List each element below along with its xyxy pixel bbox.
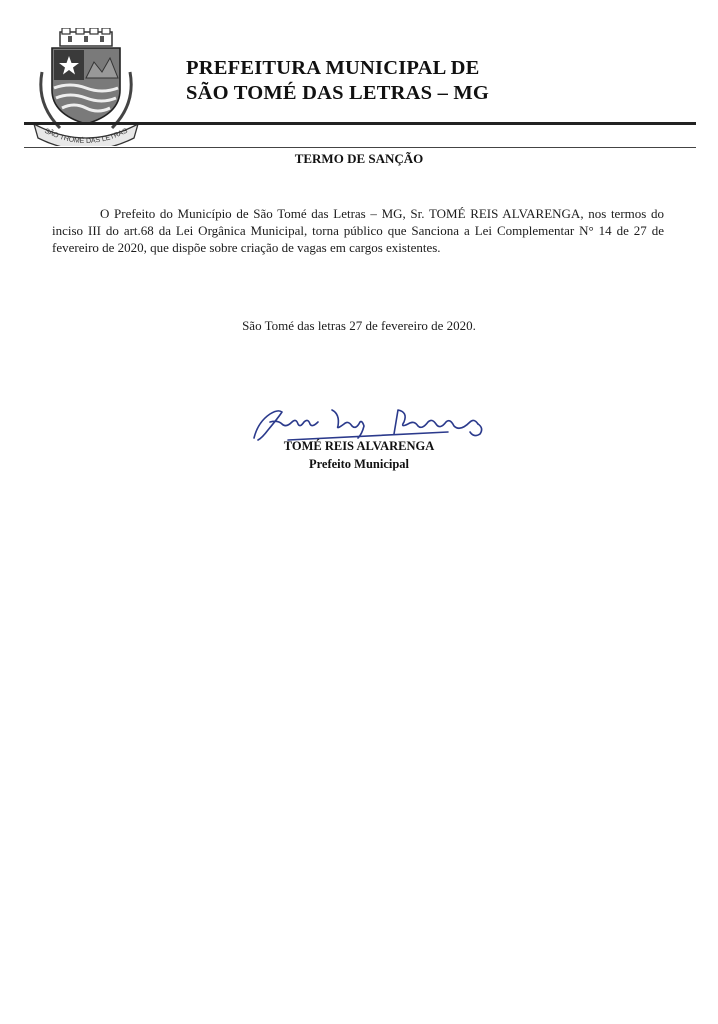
header-line-2: SÃO TOMÉ DAS LETRAS – MG (186, 82, 490, 104)
document-date: São Tomé das letras 27 de fevereiro de 2020. (242, 318, 476, 333)
municipal-crest-logo (30, 28, 142, 146)
crest-motto-text: SÃO THOMÉ DAS LETRAS (43, 127, 129, 146)
body-paragraph: O Prefeito do Município de São Tomé das Letras – MG, Sr. TOMÉ REIS ALVARENGA, nos termos do inciso III do art.68 da Lei Orgânica Municipal, torna público que Sanciona a Lei Complementar N° 14 de 27 de fevereiro de 2020, que dispõe sobre criação de vagas em cargos existentes. (52, 206, 664, 255)
signer-role: Prefeito Municipal (308, 457, 410, 471)
document-body (52, 205, 664, 256)
municipality-header (186, 56, 666, 106)
header-divider-thin (24, 147, 696, 148)
signer-name: TOMÉ REIS ALVARENGA (283, 439, 435, 453)
header-line-1: PREFEITURA MUNICIPAL DE (186, 57, 480, 79)
header-divider-thick (24, 122, 696, 125)
document-title: TERMO DE SANÇÃO (294, 151, 424, 166)
coat-of-arms-icon (30, 28, 142, 146)
